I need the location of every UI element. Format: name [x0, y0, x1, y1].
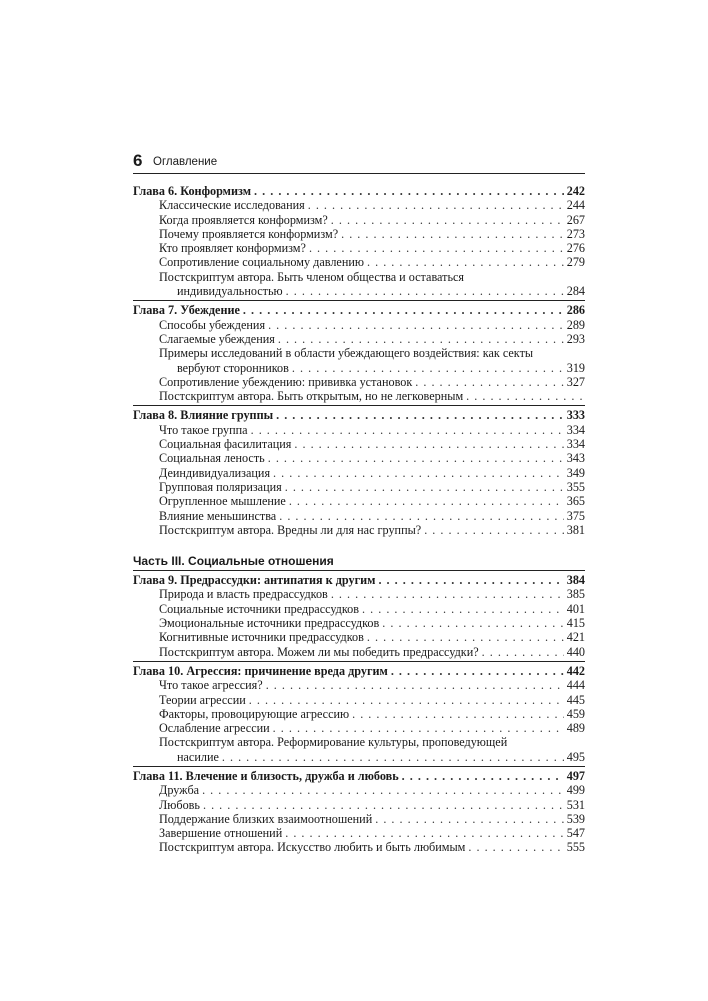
- toc-entry[interactable]: [133, 423, 585, 437]
- entry-title: индивидуальностью: [177, 284, 283, 299]
- toc-entry[interactable]: [133, 812, 585, 826]
- entry-title: Постскриптум автора. Искусство любить и быть любимым: [159, 840, 466, 855]
- leader-dots: [294, 437, 563, 451]
- page-ref: 284: [566, 284, 585, 299]
- entry-title: Социальные источники предрассудков: [159, 601, 360, 616]
- toc-entry-first-line[interactable]: Примеры исследований в области убеждающего воздействия: как секты: [159, 346, 534, 361]
- entry-title: Деиндивидуализация: [159, 465, 271, 480]
- page-ref: 349: [566, 465, 585, 480]
- leader-dots: [202, 783, 564, 797]
- page-ref: 440: [566, 644, 585, 659]
- leader-dots: [402, 769, 564, 783]
- leader-dots: [251, 423, 564, 437]
- toc-entry[interactable]: [133, 645, 585, 659]
- entry-title: Теории агрессии: [159, 692, 246, 707]
- leader-dots: [276, 408, 564, 422]
- toc-entry-first-line[interactable]: Постскриптум автора. Быть членом общества и оставаться: [159, 269, 465, 284]
- entry-title: Слагаемые убеждения: [159, 331, 275, 346]
- toc-entry[interactable]: [133, 630, 585, 644]
- chapter-title: Глава 7. Убеждение: [133, 303, 240, 318]
- entry-title: Социальная леность: [159, 451, 265, 466]
- leader-dots: [468, 840, 563, 854]
- toc-entry[interactable]: [133, 466, 585, 480]
- page-ref: 365: [566, 494, 585, 509]
- page-ref: 293: [566, 331, 585, 346]
- entry-title: Дружба: [159, 783, 200, 798]
- toc-entry[interactable]: [133, 826, 585, 840]
- entry-title: Способы убеждения: [159, 317, 266, 332]
- leader-dots: [286, 284, 564, 298]
- entry-title: Влияние меньшинства: [159, 508, 277, 523]
- leader-dots: [292, 361, 564, 375]
- page-ref: 343: [566, 451, 585, 466]
- chapter-11-entry[interactable]: [133, 769, 585, 783]
- toc-entry[interactable]: [133, 783, 585, 797]
- page-ref: 267: [566, 212, 585, 227]
- page-ref: 384: [566, 573, 585, 588]
- leader-dots: [279, 509, 564, 523]
- leader-dots: [424, 523, 564, 537]
- chapter-separator: [133, 300, 585, 317]
- page-ref: 499: [566, 783, 585, 798]
- entry-title: Сопротивление социальному давлению: [159, 255, 364, 270]
- chapter-title: Глава 11. Влечение и близость, дружба и любовь: [133, 768, 399, 783]
- entry-title: Социальная фасилитация: [159, 437, 292, 452]
- leader-dots: [222, 750, 564, 764]
- toc-entry[interactable]: [133, 213, 585, 227]
- page-ref: 445: [566, 692, 585, 707]
- toc-entry[interactable]: [133, 840, 585, 854]
- toc-entry[interactable]: [133, 616, 585, 630]
- leader-dots: [285, 480, 564, 494]
- toc-entry[interactable]: [133, 678, 585, 692]
- entry-title: Групповая поляризация: [159, 479, 282, 494]
- entry-title: Что такое группа: [159, 422, 248, 437]
- page-ref: 333: [566, 408, 585, 423]
- chapter-separator: [133, 766, 585, 783]
- page-ref: 555: [566, 840, 585, 855]
- leader-dots: [273, 721, 564, 735]
- toc-entry[interactable]: [133, 437, 585, 451]
- leader-dots: [309, 241, 564, 255]
- toc-entry[interactable]: [133, 332, 585, 346]
- leader-dots: [203, 798, 564, 812]
- leader-dots: [362, 602, 564, 616]
- leader-dots: [285, 826, 563, 840]
- page-ref: 421: [566, 630, 585, 645]
- toc-entry[interactable]: [133, 255, 585, 269]
- chapter-9-entry[interactable]: [133, 573, 585, 587]
- entry-title: Почему проявляется конформизм?: [159, 226, 339, 241]
- leader-dots: [289, 494, 564, 508]
- entry-title: Когнитивные источники предрассудков: [159, 630, 364, 645]
- leader-dots: [378, 573, 563, 587]
- page-ref: 286: [566, 303, 585, 318]
- page-ref: 319: [566, 360, 585, 375]
- entry-title: Ослабление агрессии: [159, 721, 270, 736]
- page-header: [133, 151, 585, 174]
- chapter-separator: [133, 661, 585, 678]
- toc-entry[interactable]: [133, 509, 585, 523]
- leader-dots: [375, 812, 563, 826]
- leader-dots: [466, 389, 582, 403]
- toc-entry-first-line[interactable]: Постскриптум автора. Реформирование культуры, проповедующей: [159, 735, 508, 750]
- leader-dots: [308, 198, 564, 212]
- toc-entry[interactable]: [133, 587, 585, 601]
- leader-dots: [278, 332, 564, 346]
- leader-dots: [331, 213, 564, 227]
- toc-entry[interactable]: [133, 227, 585, 241]
- toc-entry[interactable]: [133, 750, 585, 764]
- toc-entry[interactable]: [133, 361, 585, 375]
- toc-entry[interactable]: [133, 318, 585, 332]
- chapter-title: Глава 10. Агрессия: причинение вреда другим: [133, 663, 388, 678]
- page-ref: 276: [566, 241, 585, 256]
- page-ref: 279: [566, 255, 585, 270]
- entry-title: Когда проявляется конформизм?: [159, 212, 328, 227]
- entry-title: Что такое агрессия?: [159, 678, 263, 693]
- chapter-7-entry[interactable]: [133, 303, 585, 317]
- page-ref: 489: [566, 721, 585, 736]
- entry-title: Классические исследования: [159, 198, 305, 213]
- leader-dots: [367, 255, 564, 269]
- leader-dots: [341, 227, 564, 241]
- leader-dots: [249, 693, 564, 707]
- leader-dots: [391, 664, 564, 678]
- page-ref: 415: [566, 616, 585, 631]
- page-ref: 355: [566, 479, 585, 494]
- entry-title: Любовь: [159, 797, 200, 812]
- chapter-title: Глава 8. Влияние группы: [133, 408, 274, 423]
- chapter-separator: [133, 405, 585, 422]
- leader-dots: [352, 707, 564, 721]
- chapter-title: Глава 6. Конформизм: [133, 184, 252, 198]
- page-ref: 334: [566, 437, 585, 452]
- toc-entry[interactable]: [133, 389, 585, 403]
- table-of-contents: [133, 184, 585, 855]
- page-ref: 401: [566, 601, 585, 616]
- chapter-6-entry[interactable]: [133, 184, 585, 198]
- entry-title: Завершение отношений: [159, 826, 283, 841]
- page-ref: 244: [566, 198, 585, 213]
- entry-title: Эмоциональные источники предрассудков: [159, 616, 380, 631]
- page-number: 6: [133, 151, 143, 170]
- toc-entry[interactable]: [133, 707, 585, 721]
- entry-title: Поддержание близких взаимоотношений: [159, 811, 373, 826]
- leader-dots: [367, 630, 564, 644]
- leader-dots: [382, 616, 563, 630]
- page-ref: 539: [566, 811, 585, 826]
- toc-entry[interactable]: [133, 693, 585, 707]
- page-ref: 375: [566, 508, 585, 523]
- page-ref: 497: [566, 768, 585, 783]
- toc-entry[interactable]: [133, 721, 585, 735]
- leader-dots: [254, 184, 564, 198]
- entry-title: Природа и власть предрассудков: [159, 587, 328, 602]
- page-ref: 273: [566, 226, 585, 241]
- leader-dots: [415, 375, 563, 389]
- page-ref: 531: [566, 797, 585, 812]
- leader-dots: [482, 645, 564, 659]
- page-ref: 444: [566, 678, 585, 693]
- entry-title: вербуют сторонников: [177, 360, 289, 375]
- chapter-title: Глава 9. Предрассудки: антипатия к другим: [133, 573, 376, 588]
- entry-title: насилие: [177, 749, 219, 764]
- leader-dots: [268, 318, 564, 332]
- entry-title: Кто проявляет конформизм?: [159, 241, 306, 256]
- page-ref: 442: [566, 663, 585, 678]
- leader-dots: [331, 587, 564, 601]
- part-heading[interactable]: Часть III. Социальные отношения: [133, 552, 585, 571]
- leader-dots: [266, 678, 564, 692]
- toc-entry[interactable]: [133, 523, 585, 537]
- toc-entry[interactable]: [133, 798, 585, 812]
- entry-title: Постскриптум автора. Вредны ли для нас группы?: [159, 522, 422, 537]
- leader-dots: [268, 451, 564, 465]
- entry-title: Огрупленное мышление: [159, 494, 286, 509]
- page-ref: 459: [566, 706, 585, 721]
- page-ref: 289: [566, 317, 585, 332]
- page-ref: 385: [566, 587, 585, 602]
- entry-title: Сопротивление убеждению: прививка установок: [159, 374, 413, 389]
- entry-title: Постскриптум автора. Можем ли мы победить предрассудки?: [159, 644, 479, 659]
- toc-entry[interactable]: [133, 284, 585, 298]
- leader-dots: [243, 303, 564, 317]
- page-ref: 381: [566, 522, 585, 537]
- chapter-10-entry[interactable]: [133, 664, 585, 678]
- toc-entry[interactable]: [133, 241, 585, 255]
- entry-title: Факторы, провоцирующие агрессию: [159, 706, 350, 721]
- chapter-8-entry[interactable]: [133, 408, 585, 422]
- leader-dots: [273, 466, 564, 480]
- page-ref: 547: [566, 826, 585, 841]
- page-ref: 334: [566, 422, 585, 437]
- toc-entry[interactable]: [133, 602, 585, 616]
- page-ref: 327: [566, 374, 585, 389]
- toc-entry[interactable]: [133, 198, 585, 212]
- toc-entry[interactable]: [133, 375, 585, 389]
- running-head: Оглавление: [153, 156, 218, 168]
- toc-entry[interactable]: [133, 451, 585, 465]
- toc-entry[interactable]: [133, 480, 585, 494]
- page-ref: 242: [566, 184, 585, 198]
- entry-title: Постскриптум автора. Быть открытым, но не легковерным: [159, 389, 464, 404]
- toc-entry[interactable]: [133, 494, 585, 508]
- page-ref: 495: [566, 749, 585, 764]
